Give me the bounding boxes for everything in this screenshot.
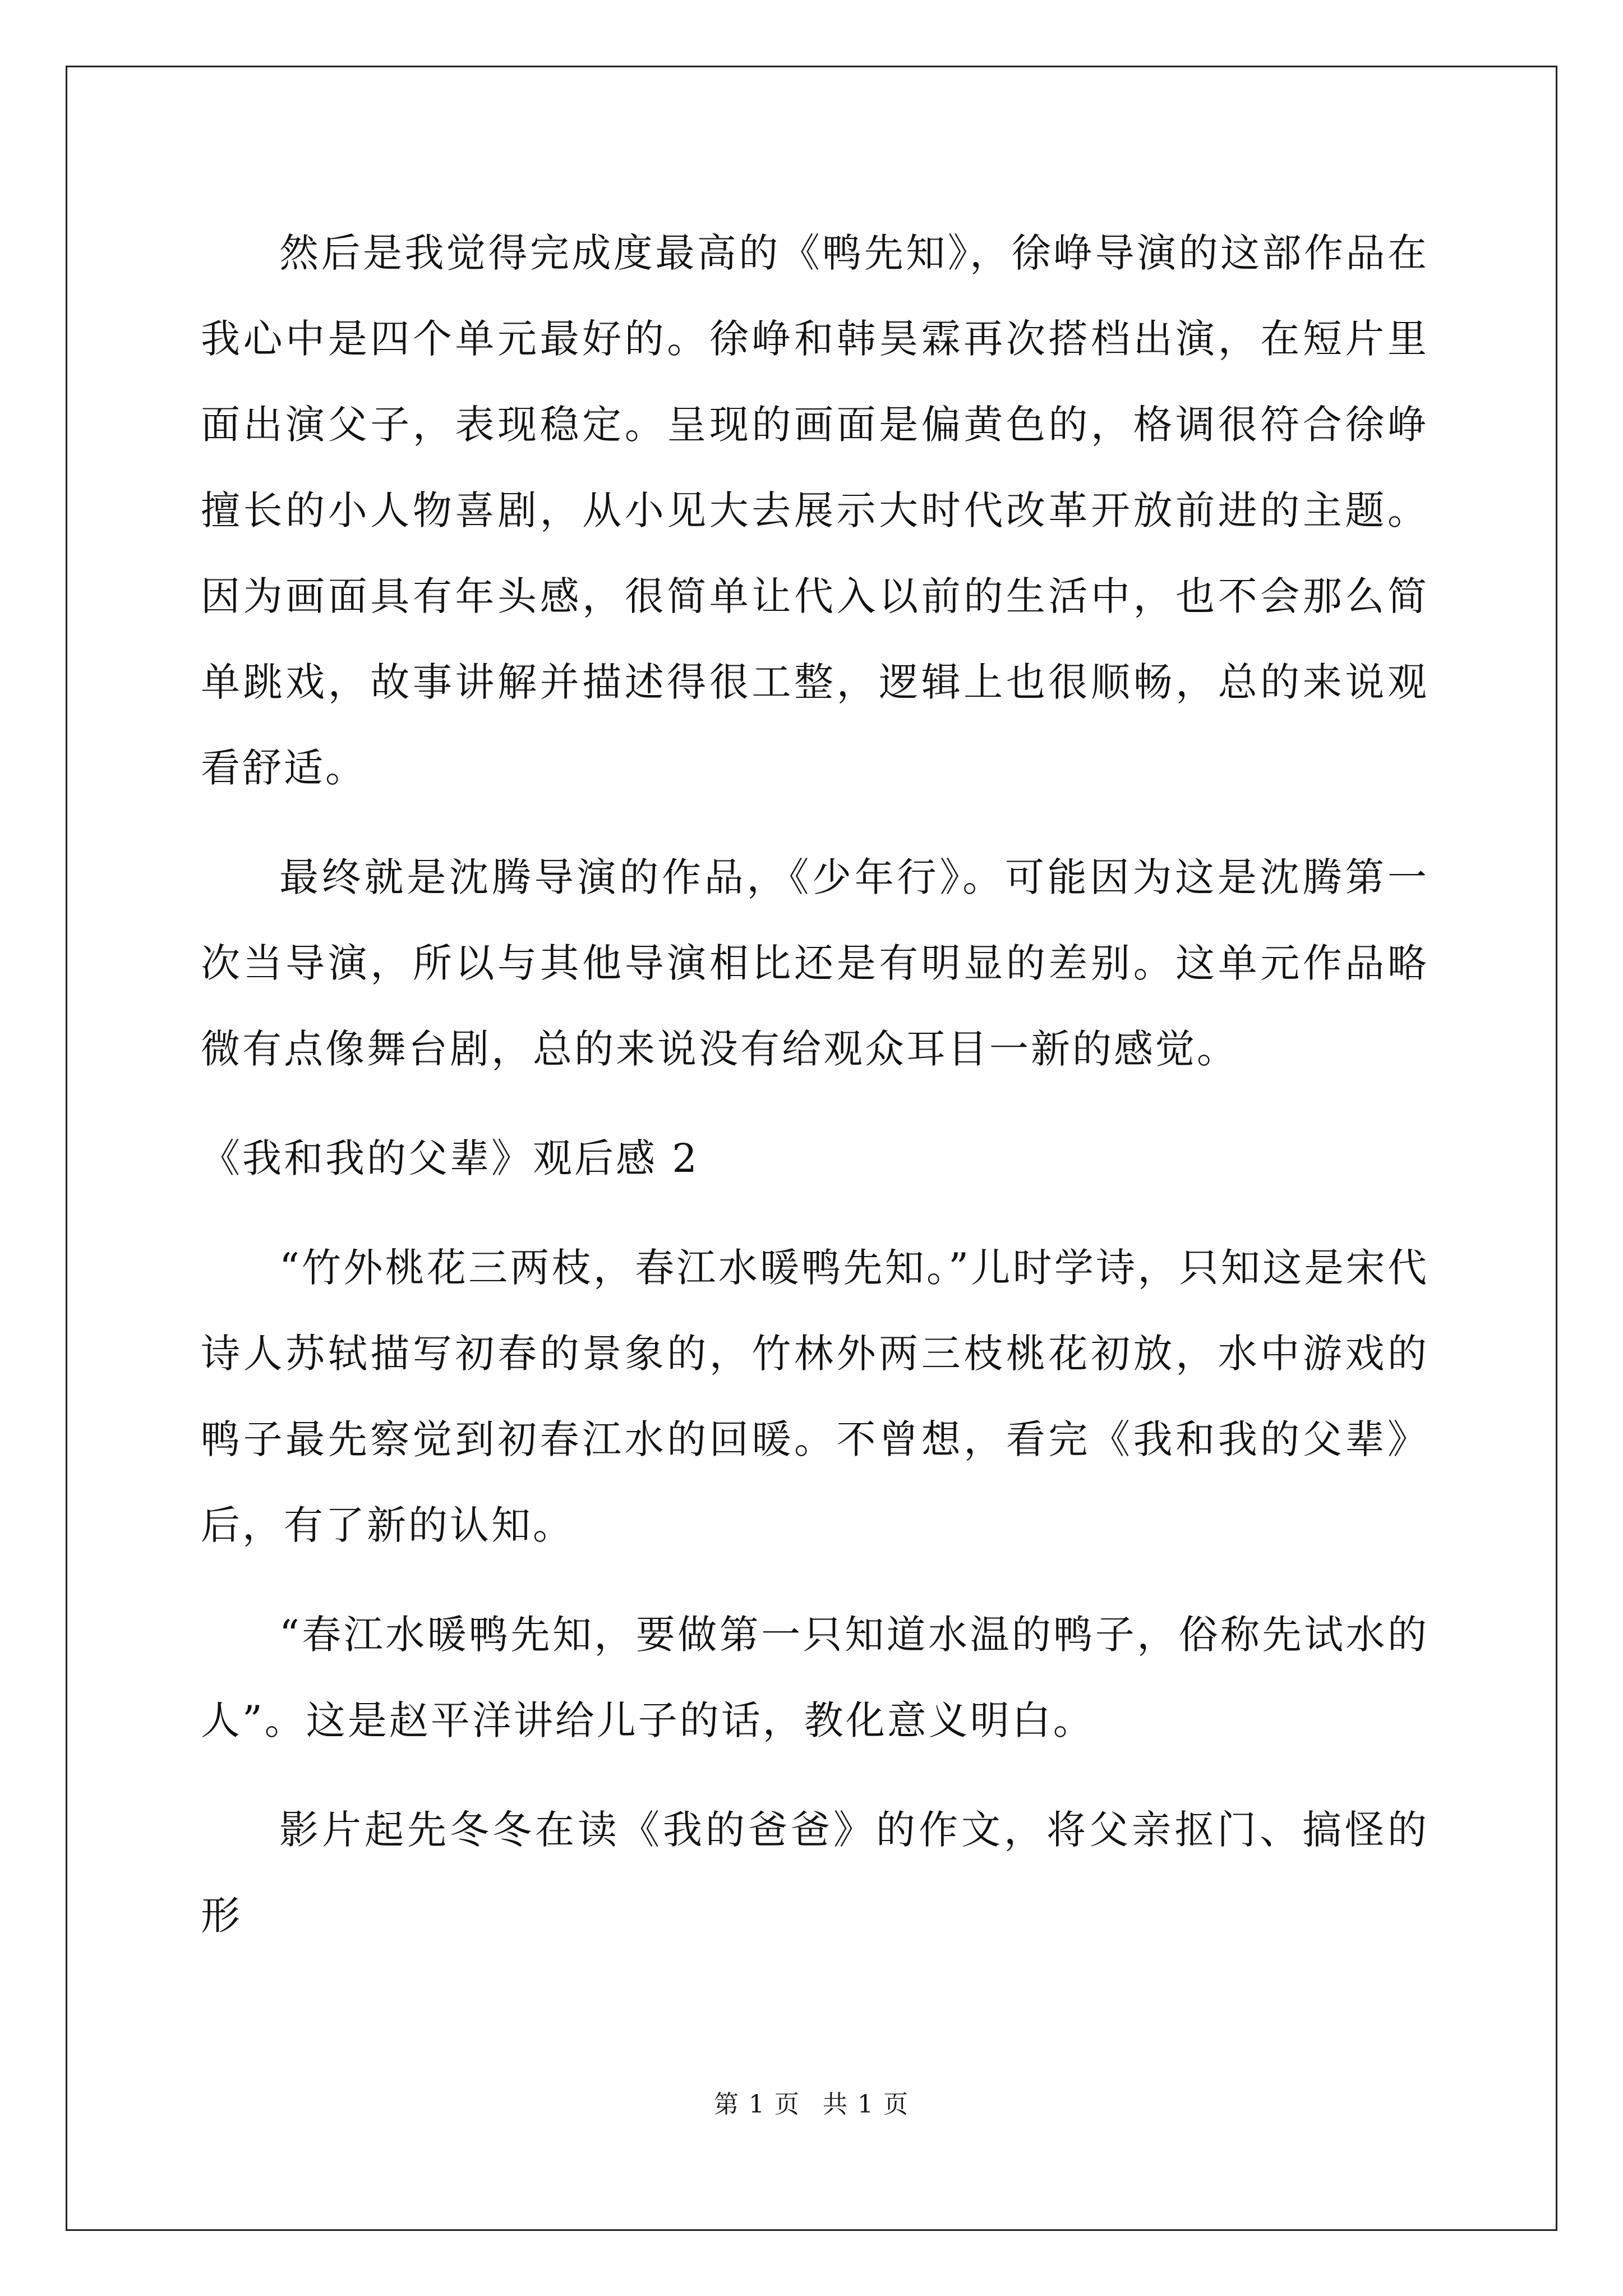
paragraph-duck-prophet: 然后是我觉得完成度最高的《鸭先知》，徐峥导演的这部作品在我心中是四个单元最好的。徐峥和韩昊霖再次搭档出演，在短片里面出演父子，表现稳定。呈现的画面是偏黄色的，格调很符合徐峥擅长的小人物喜剧，从小见大去展示大时代改革开放前进的主题。因为画面具有年头感，很简单让代入以前的生活中，也不会那么简单跳戏，故事讲解并描述得很工整，逻辑上也很顺畅，总的来说观看舒适。	[201, 230, 1429, 791]
paragraph-youth-journey: 最终就是沈腾导演的作品，《少年行》。可能因为这是沈腾第一次当导演，所以与其他导演相比还是有明显的差别。这单元作品略微有点像舞台剧，总的来说没有给观众耳目一新的感觉。	[201, 854, 1429, 1072]
paragraph-film-opening: 影片起先冬冬在读《我的爸爸》的作文，将父亲抠门、搞怪的形	[201, 1807, 1429, 1939]
page-total: 共 1 页	[823, 2090, 909, 2119]
paragraph-quote: “春江水暖鸭先知，要做第一只知道水温的鸭子，俗称先试水的人”。这是赵平洋讲给儿子的话，教化意义明白。	[201, 1612, 1429, 1743]
page-number: 第 1 页	[714, 2090, 800, 2119]
paragraph-poem-intro: “竹外桃花三两枝，春江水暖鸭先知。”儿时学诗，只知这是宋代诗人苏轼描写初春的景象的，竹林外两三枝桃花初放，水中游戏的鸭子最先察觉到初春江水的回暖。不曾想，看完《我和我的父辈》后，有了新的认知。	[201, 1245, 1429, 1548]
page-footer	[0, 2084, 1623, 2120]
document-body	[201, 210, 1429, 1982]
section-heading: 《我和我的父辈》观后感 2	[201, 1135, 699, 1181]
